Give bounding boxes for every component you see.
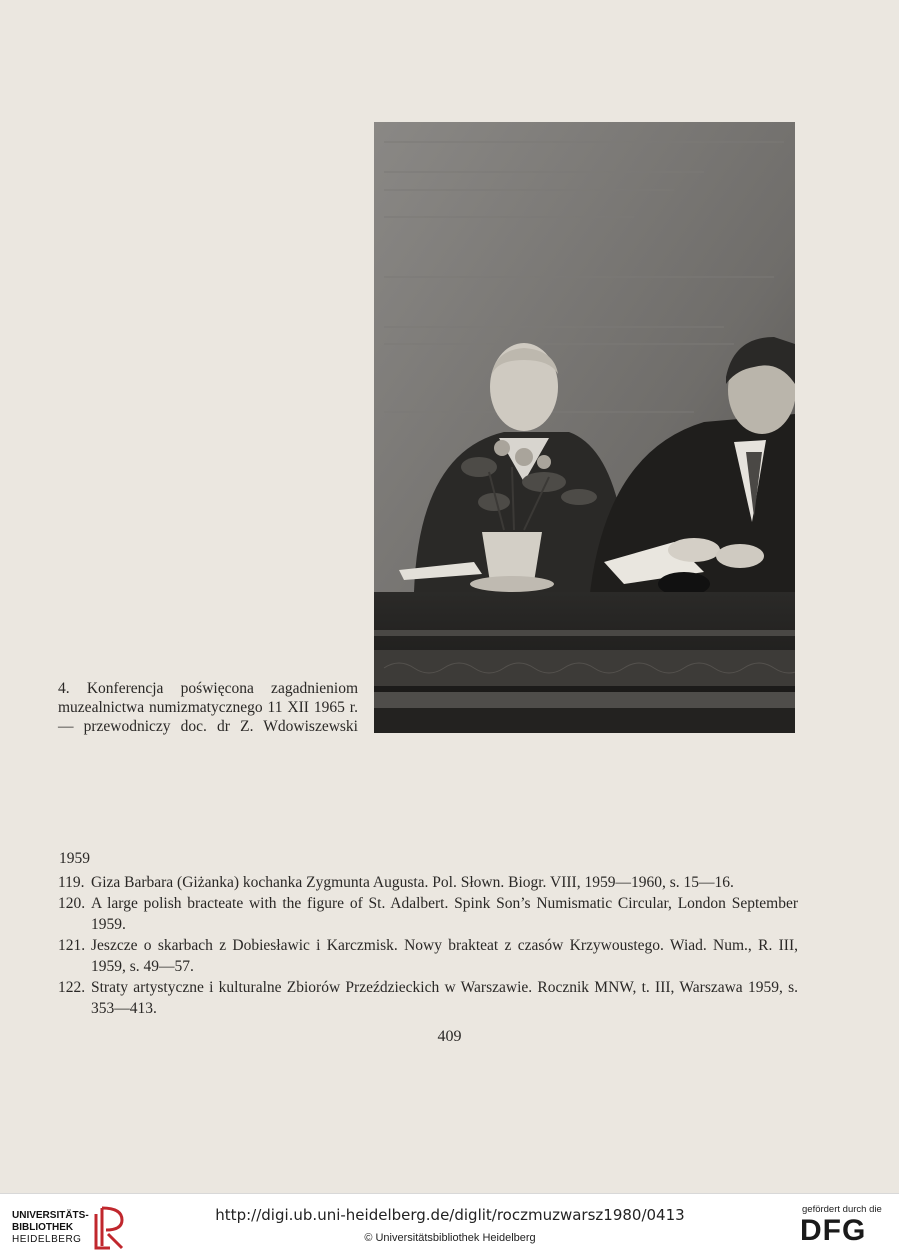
photo-caption	[58, 679, 358, 736]
entry-number: 121.	[58, 937, 86, 954]
entry-text: Straty artystyczne i kulturalne Zbiorów Przeździeckich w Warszawie. Rocznik MNW, t. III, Warszawa 1959, s. 353—413.	[91, 979, 798, 1017]
section-year: 1959	[59, 850, 90, 867]
page-number: 409	[437, 1028, 462, 1045]
entry-number: 119.	[58, 874, 85, 891]
library-name[interactable]	[12, 1210, 89, 1246]
bibliography-entry	[58, 893, 798, 935]
photo-illustration	[374, 122, 795, 733]
bibliography-entry	[58, 872, 798, 893]
entry-number: 122.	[58, 979, 86, 996]
bibliography-entry	[58, 977, 798, 1019]
caption-line: muzealnictwa numizmatycznego 11 XII 1965 r.	[58, 699, 358, 716]
entry-text: A large polish bracteate with the figure of St. Adalbert. Spink Son’s Numismatic Circular, London September 1959.	[91, 895, 798, 933]
library-name-line: UNIVERSITÄTS-	[12, 1210, 89, 1221]
entry-text: Jeszcze o skarbach z Dobiesławic i Karczmisk. Nowy brakteat z czasów Krzywoustego. Wiad. Num., R. III, 1959, s. 49—57.	[91, 937, 798, 975]
conference-photo	[374, 122, 795, 733]
entry-text: Giza Barbara (Giżanka) kochanka Zygmunta Augusta. Pol. Słown. Biogr. VIII, 1959—1960, s. 15—16.	[91, 874, 734, 891]
library-logo-icon[interactable]	[92, 1206, 126, 1250]
caption-line: 4. Konferencja poświęcona zagadnieniom	[58, 680, 358, 697]
entry-number: 120.	[58, 895, 86, 912]
bibliography-list	[58, 872, 798, 1019]
library-name-line: HEIDELBERG	[12, 1234, 82, 1245]
copyright-notice: © Universitätsbibliothek Heidelberg	[364, 1232, 536, 1244]
caption-line: — przewodniczy doc. dr Z. Wdowiszewski	[58, 718, 358, 735]
library-name-line: BIBLIOTHEK	[12, 1222, 74, 1233]
permalink-url[interactable]: http://digi.ub.uni-heidelberg.de/diglit/roczmuzwarsz1980/0413	[215, 1206, 685, 1224]
bibliography-entry	[58, 935, 798, 977]
viewer-footer	[0, 1193, 899, 1257]
dfg-logo[interactable]: DFG	[800, 1214, 867, 1247]
funding-label: gefördert durch die	[802, 1204, 882, 1215]
